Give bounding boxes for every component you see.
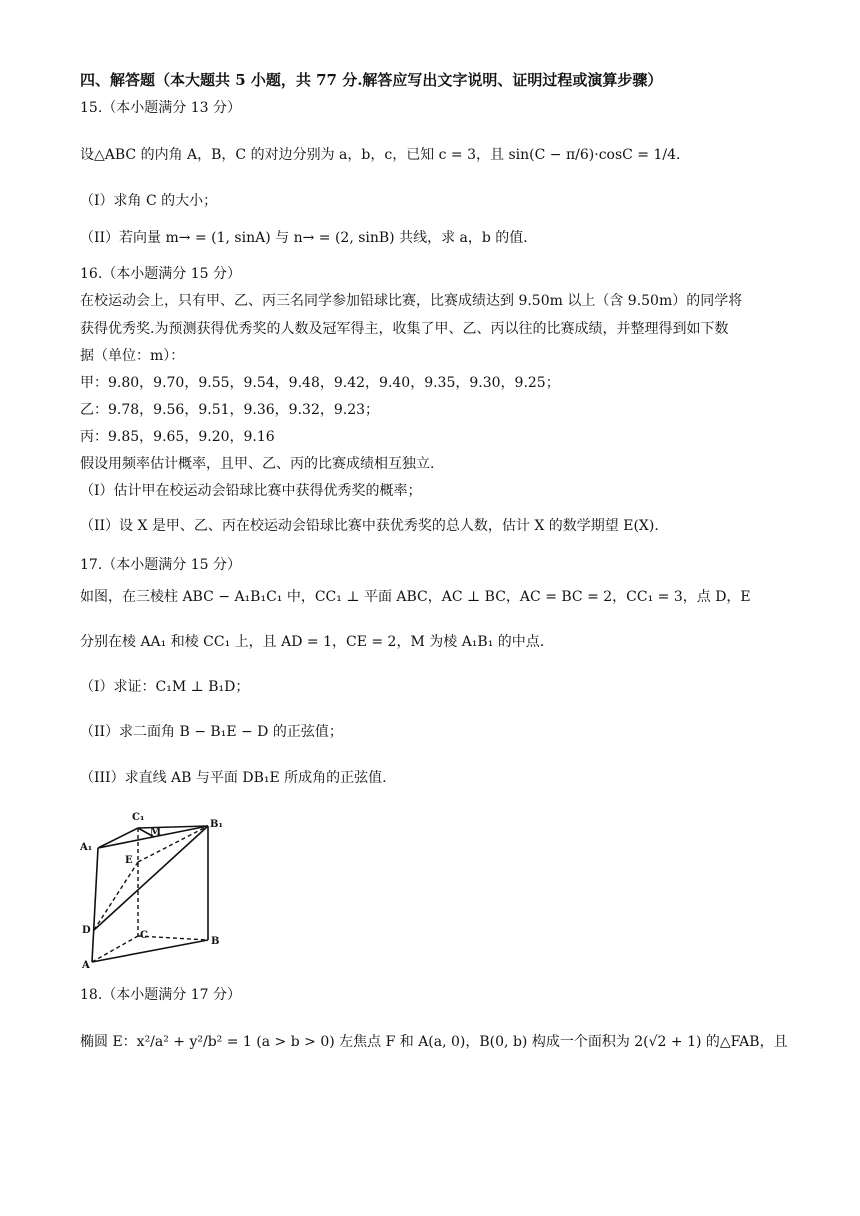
q16-para3: 据（单位：m）： <box>80 348 185 364</box>
label-B: B <box>211 936 220 947</box>
q15-part2: （II）若向量 m→ = (1, sinA) 与 n→ = (2, sinB) 共线，求 a，b 的值. <box>80 230 528 246</box>
label-M: M <box>150 827 162 838</box>
q16-header: 16.（本小题满分 15 分） <box>80 266 241 282</box>
q16-para2: 获得优秀奖.为预测获得优秀奖的人数及冠军得主，收集了甲、乙、丙以往的比赛成绩，并整理得到如下数 <box>80 321 729 337</box>
label-B1: B₁ <box>210 819 223 830</box>
prism-figure <box>80 806 230 972</box>
q18-header: 18.（本小题满分 17 分） <box>80 987 241 1003</box>
q16-data-yi: 乙：9.78，9.56，9.51，9.36，9.32，9.23； <box>80 402 380 418</box>
q17-part2: （II）求二面角 B − B₁E − D 的正弦值； <box>80 724 343 740</box>
q17-part1: （I）求证：C₁M ⊥ B₁D； <box>80 679 250 695</box>
q15-header: 15.（本小题满分 13 分） <box>80 100 241 116</box>
label-D: D <box>82 925 91 936</box>
q16-para1: 在校运动会上，只有甲、乙、丙三名同学参加铅球比赛，比赛成绩达到 9.50m 以上（含 9.50m）的同学将 <box>80 293 743 309</box>
q15-part1: （I）求角 C 的大小； <box>80 193 218 209</box>
label-A: A <box>82 960 90 971</box>
q15-stem: 设△ABC 的内角 A，B，C 的对边分别为 a，b，c，已知 c = 3，且 sin(C − π/6)·cosC = 1/4. <box>80 147 681 163</box>
label-A1: A₁ <box>80 842 93 853</box>
q16-assumption: 假设用频率估计概率，且甲、乙、丙的比赛成绩相互独立. <box>80 456 435 472</box>
q16-part2: （II）设 X 是甲、乙、丙在校运动会铅球比赛中获优秀奖的总人数，估计 X 的数学期望 E(X). <box>80 518 659 534</box>
q16-data-jia: 甲：9.80，9.70，9.55，9.54，9.48，9.42，9.40，9.35，9.30，9.25； <box>80 375 560 391</box>
section-heading: 四、解答题（本大题共 5 小题，共 77 分.解答应写出文字说明、证明过程或演算步骤） <box>80 71 663 89</box>
q17-stem2: 分别在棱 AA₁ 和棱 CC₁ 上，且 AD = 1，CE = 2，M 为棱 A₁B₁ 的中点. <box>80 634 545 650</box>
q17-stem1: 如图，在三棱柱 ABC − A₁B₁C₁ 中，CC₁ ⊥ 平面 ABC，AC ⊥ BC，AC = BC = 2，CC₁ = 3，点 D，E <box>80 589 751 605</box>
q18-stem: 椭圆 E：x²/a² + y²/b² = 1 (a > b > 0) 左焦点 F 和 A(a, 0)，B(0, b) 构成一个面积为 2(√2 + 1) 的△FAB，且 <box>80 1034 788 1050</box>
q16-part1: （I）估计甲在校运动会铅球比赛中获得优秀奖的概率； <box>80 483 422 499</box>
label-C: C <box>140 930 148 941</box>
q17-header: 17.（本小题满分 15 分） <box>80 557 241 573</box>
label-C1: C₁ <box>132 812 145 823</box>
label-E: E <box>125 855 133 866</box>
q17-part3: （III）求直线 AB 与平面 DB₁E 所成角的正弦值. <box>80 770 387 786</box>
q16-data-bing: 丙：9.85，9.65，9.20，9.16 <box>80 429 275 445</box>
